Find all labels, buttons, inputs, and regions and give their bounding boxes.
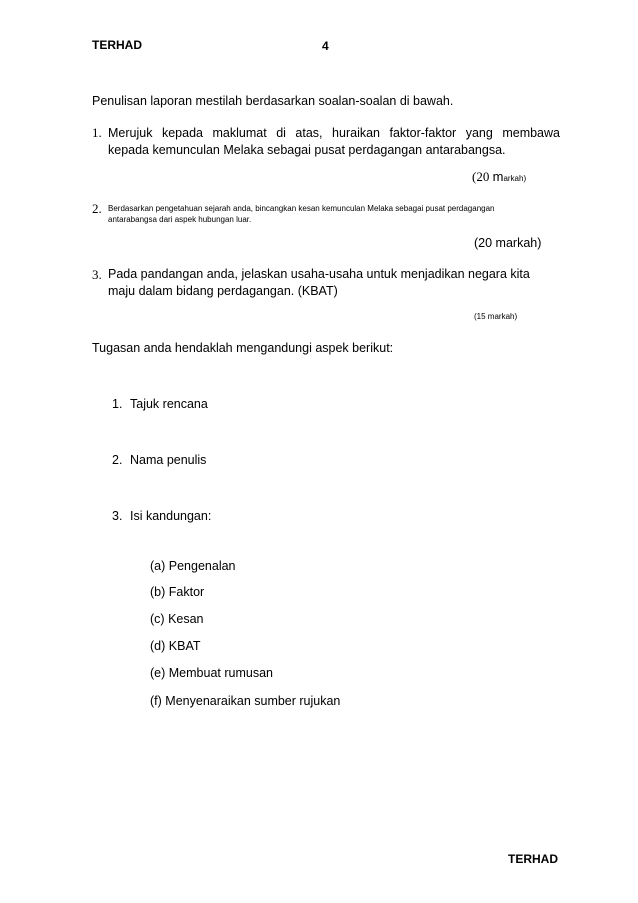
header-restricted-label: TERHAD xyxy=(92,38,142,52)
question-2-number: 2. xyxy=(92,201,102,216)
question-1-marks-number: (20 xyxy=(472,169,493,184)
question-2-line-1: Berdasarkan pengetahuan sejarah anda, bincangkan kesan kemunculan Melaka sebagai pusat perdagangan xyxy=(108,204,495,213)
content-item-a-label: Pengenalan xyxy=(168,559,236,573)
page-number: 4 xyxy=(322,39,329,53)
question-3-line-2: maju dalam bidang perdagangan. (KBAT) xyxy=(108,284,338,298)
content-item-b xyxy=(150,585,204,599)
intro-text: Penulisan laporan mestilah berdasarkan soalan-soalan di bawah. xyxy=(92,94,454,108)
aspect-2-label: Nama penulis xyxy=(130,453,207,467)
content-item-d xyxy=(150,639,201,653)
content-item-e-label: Membuat rumusan xyxy=(168,666,273,680)
question-3-line-1: Pada pandangan anda, jelaskan usaha-usaha untuk menjadikan negara kita xyxy=(108,267,530,281)
question-1-marks-m: m xyxy=(492,169,504,184)
content-item-f-letter: (f) xyxy=(150,694,162,708)
content-item-b-letter: (b) xyxy=(150,585,166,599)
question-3-marks: (15 markah) xyxy=(474,312,518,321)
question-1-number: 1. xyxy=(92,125,102,140)
content-item-a xyxy=(150,559,236,573)
content-item-c-letter: (c) xyxy=(150,612,165,626)
content-item-f-label: Menyenaraikan sumber rujukan xyxy=(165,694,341,708)
content-item-c xyxy=(150,612,204,626)
content-item-e-letter: (e) xyxy=(150,666,166,680)
question-2-marks: (20 markah) xyxy=(474,236,542,250)
question-3-number: 3. xyxy=(92,267,102,282)
content-item-a-letter: (a) xyxy=(150,559,166,573)
content-item-d-letter: (d) xyxy=(150,639,166,653)
footer-restricted-label: TERHAD xyxy=(508,852,558,866)
content-item-c-label: Kesan xyxy=(168,612,204,626)
content-item-d-label: KBAT xyxy=(168,639,201,653)
question-1-text xyxy=(108,125,560,159)
question-1-marks xyxy=(472,168,526,186)
question-2-text xyxy=(108,203,548,225)
question-1-line-2: kepada kemunculan Melaka sebagai pusat perdagangan antarabangsa. xyxy=(108,143,506,157)
question-3-text xyxy=(108,266,568,300)
aspect-1-number: 1. xyxy=(112,397,123,411)
aspect-3-label: Isi kandungan: xyxy=(130,509,212,523)
task-heading: Tugasan anda hendaklah mengandungi aspek berikut: xyxy=(92,341,394,355)
aspect-3-number: 3. xyxy=(112,509,123,523)
aspect-2-number: 2. xyxy=(112,453,123,467)
content-item-f xyxy=(150,694,340,708)
question-1-line-1: Merujuk kepada maklumat di atas, huraikan faktor-faktor yang membawa xyxy=(108,126,560,140)
content-item-b-label: Faktor xyxy=(168,585,205,599)
question-1-marks-rest: arkah) xyxy=(503,174,527,183)
aspect-1-label: Tajuk rencana xyxy=(130,397,208,411)
question-2-line-2: antarabangsa dari aspek hubungan luar. xyxy=(108,215,252,224)
content-item-e xyxy=(150,666,273,680)
